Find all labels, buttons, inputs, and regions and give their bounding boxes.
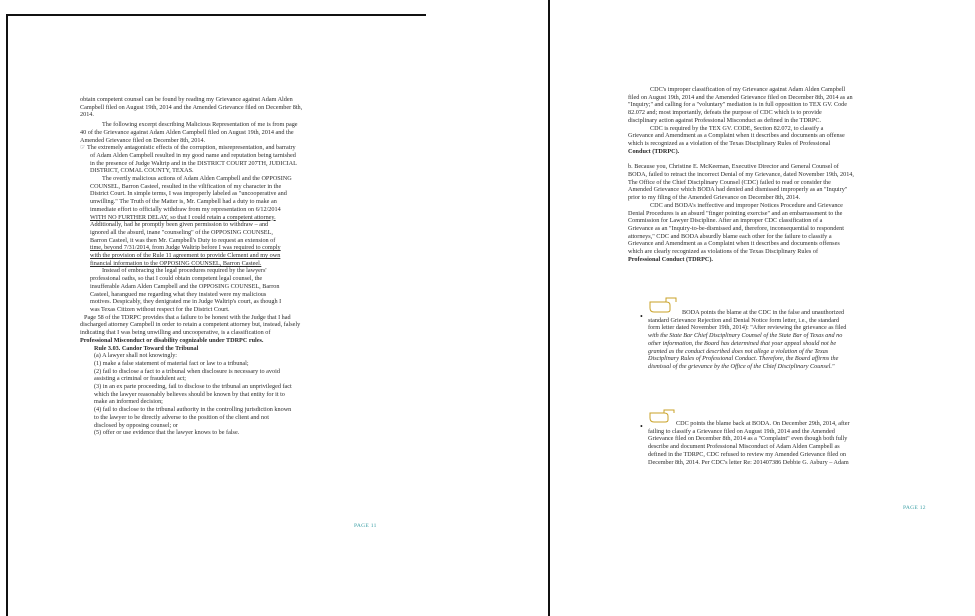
text-line: other information, the Board has determined that your appeal should not be [648, 339, 837, 347]
hand-bullet-icon: ☞ [80, 144, 86, 152]
text-line: (3) in an ex parte proceeding, fail to disclose to the tribunal an unprivileged fact [94, 383, 292, 391]
page-number: PAGE 11 [354, 523, 377, 529]
text-line: in the presence of Judge Waltrip and in the DISTRICT COURT 207TH, JUDICIAL [90, 159, 297, 167]
text-line: Amended Grievance filed on December 8th, 2014. [80, 136, 206, 144]
text-line: to the lawyer to be directly adverse to the position of the client and not [94, 413, 269, 421]
text-line: which the lawyer reasonably believes should be known by that entity for it to [94, 390, 285, 398]
text-line: CDC points the blame back at BODA. On December 29th, 2014, after [676, 420, 850, 427]
bullet-marker: • [640, 312, 643, 321]
text-line: standard Grievance Rejection and Denial Notice form letter, i.e., the standard [648, 316, 840, 324]
text-line: Grievance and Amendment as a Complaint when it describes and documents an offense [628, 132, 845, 140]
right-page-body-top [628, 86, 928, 263]
text-line: failing to classify a Grievance filed on August 19th, 2014 and the Amended [648, 427, 835, 435]
text-line: Grievance as an "Inquiry-to-be-dismissed and, therefore, inconsequential to respondent [628, 224, 844, 232]
text-line: discharged attorney Campbell in order to retain a competent attorney but, instead, falsely [80, 321, 301, 329]
text-line: "Inquiry;" and calling for a "voluntary" mediation is in full opposition to TEX GV. Code [628, 101, 848, 109]
text-line: Barron Casteel, it was then Mr. Campbell's Duty to request an extension of [90, 236, 276, 244]
left-page-body [80, 96, 370, 437]
text-line: ☞ The extremely antagonistic effects of the corruption, misrepresentation, and barratry [80, 144, 296, 152]
text-line: defined in the TDRPC, CDC refused to review my Amended Grievance filed on [648, 450, 847, 458]
text-line: prior to my filing of the Amended Grievance on December 8th, 2014. [628, 194, 800, 202]
text-line: professional oaths, so that I could obtain competent legal counsel, the [90, 275, 263, 283]
text-line: Grievance and Amendment as a Complaint when it describes and documents offenses [628, 240, 840, 248]
text-line: Instead of embracing the legal procedures required by the lawyers' [102, 267, 267, 275]
text-line: Amended Grievance which BODA had denied and dismissed improperly as an "Inquiry" [628, 186, 848, 194]
text-line: filed on August 19th, 2014 and the Amended Grievance filed on December 8th, 2014 as an [628, 93, 853, 101]
text-line: insufferable Adam Alden Campbell and the OPPOSING COUNSEL, Barron [90, 282, 280, 290]
text-line: The Office of the Chief Disciplinary Counsel (CDC) failed to read or consider the [628, 178, 831, 186]
text-line: The overtly malicious actions of Adam Alden Campbell and the OPPOSING [102, 175, 292, 183]
text-line: time, beyond 7/31/2014, from Judge Waltrip before I was required to comply [90, 244, 281, 252]
text-line: Professional Misconduct or disability cognizable under TDRPC rules. [80, 336, 264, 344]
text-line: (2) fail to disclose a fact to a tribunal when disclosure is necessary to avoid [94, 367, 280, 375]
text-line: motives. Despicably, they denigrated me in Judge Waltrip's court, as though I [90, 298, 282, 306]
text-line: Conduct (TDRPC). [628, 147, 680, 155]
text-line: Disciplinary Rules of Professional Conduct. Therefore, the Board affirms the [648, 355, 839, 363]
text-line: CDC and BODA's ineffective and improper Notices Procedure and Grievance [650, 201, 843, 209]
bullet-2-text [648, 420, 938, 466]
text-line: which is recognized as a violation of the Texas Disciplinary Rules of Professional [628, 139, 831, 147]
text-line: (a) A lawyer shall not knowingly: [94, 352, 178, 360]
text-line: obtain competent counsel can be found by reading my Grievance against Adam Alden [80, 96, 293, 103]
text-line: 2014. [80, 111, 94, 119]
text-line: WITH NO FURTHER DELAY, so that I could retain a competent attorney. [90, 213, 276, 221]
text-line: immediate effort to officially withdraw from my representation on 6/12/2014 [90, 205, 281, 213]
text-line: DISTRICT, COMAL COUNTY, TEXAS. [90, 167, 194, 175]
text-line: Commission for Lawyer Discipline. After an improper CDC classification of a [628, 217, 823, 225]
bullet-1-text [648, 309, 938, 371]
text-line: CDC is required by the TEX GV. CODE, Section 82.072, to classify a [650, 124, 824, 132]
text-line: describe and document Professional Misconduct of Adam Alden Campbell as [648, 443, 840, 451]
text-line: (1) make a false statement of material fact or law to a tribunal; [94, 359, 249, 367]
bullet-marker: • [640, 422, 643, 431]
text-line: unwilling." The Truth of the Matter is, Mr. Campbell had a duty to make an [90, 198, 277, 206]
text-line: with the provision of the Rule 11 agreement to provide Clement and my own [90, 252, 281, 260]
text-line: disciplinary action against Professional Misconduct as defined in the TDRPC. [628, 116, 822, 124]
text-line: BODA, failed to retract the incorrect Denial of my Grievance, dated November 19th, 2014, [628, 171, 854, 179]
text-line: (4) fail to disclose to the tribunal authority in the controlling jurisdiction known [94, 406, 292, 414]
text-line: indicating that I was being unwilling and uncooperative, is a classification of [80, 329, 271, 337]
text-line: Professional Conduct (TDRPC). [628, 255, 713, 263]
text-line: assisting a criminal or fraudulent act; [94, 375, 186, 383]
text-line: financial information to the OPPOSING COUNSEL, Barron Casteel. [90, 259, 262, 267]
text-line: December 8th, 2014. Per CDC's letter Re: 201407386 Debbie G. Asbury – Adam [648, 458, 849, 466]
text-line: dismissal of the grievance by the Office of the Chief Disciplinary Counsel." [648, 362, 835, 370]
text-line: Grievance filed on December 8th, 2014 as a "Complaint" even though both fully [648, 435, 848, 443]
left-page [6, 14, 426, 616]
text-line: 82.072 and; most importantly, defeats the purpose of CDC which is to provide [628, 109, 822, 117]
page-number: PAGE 12 [903, 505, 926, 511]
text-line: District Court. In simple terms, I was improperly labeled as "uncooperative and [90, 190, 287, 198]
text-line: form letter dated November 19th, 2014): "After reviewing the grievance as filed [648, 324, 847, 332]
text-line: granted as the conduct described does not allege a violation of the Texas [648, 347, 829, 355]
text-line: was Texas Citizen without respect for the District Court. [90, 305, 230, 313]
text-line: of Adam Alden Campbell resulted in my good name and reputation being tarnished [90, 151, 296, 159]
left-page-edge [6, 16, 8, 616]
text-line: BODA points the blame at the CDC in the false and unauthorized [682, 309, 845, 316]
text-line: which are clearly recognized as violations of the Texas Disciplinary Rules of [628, 248, 818, 256]
text-line: disclosed by opposing counsel; or [94, 421, 178, 429]
text-line: Denial Procedures is an absurd "finger pointing exercise" and an embarrassment to the [628, 209, 843, 217]
text-line: Page 58 of the TDRPC provides that a failure to be honest with the Judge that I had [84, 313, 291, 321]
text-line: Campbell filed on August 19th, 2014 and the Amended Grievance filed on December 8th, [80, 103, 303, 111]
text-line: COUNSEL, Barron Casteel, resulted in the vilification of my character in the [90, 182, 282, 190]
text-line: with the State Bar Chief Disciplinary Counsel of the State Bar of Texas and no [648, 332, 843, 340]
right-page-edge [548, 0, 550, 616]
text-line: b. Because you, Christine E. McKeeman, Executive Director and General Counsel of [628, 163, 839, 171]
text-line: Casteel, harangued me regarding what they insisted were my malicious [90, 290, 267, 298]
text-line: make an informed decision; [94, 398, 163, 406]
right-page [548, 0, 975, 616]
text-line: Additionally, had he promptly been given permission to withdraw – and [90, 221, 269, 229]
text-line: Rule 3.03. Candor Toward the Tribunal [94, 344, 199, 352]
text-line: 40 of the Grievance against Adam Alden Campbell filed on August 19th, 2014 and the [80, 128, 294, 136]
text-line: attorneys," CDC and BODA absurdly blame each other for the failure to classify a [628, 232, 832, 240]
text-line: ignored all the absurd, inane "counseling" of the OPPOSING COUNSEL, [90, 228, 273, 236]
text-line: (5) offer or use evidence that the lawyer knows to be false. [94, 429, 240, 437]
text-line: CDC's improper classification of my Grievance against Adam Alden Campbell [650, 86, 846, 93]
text-line: The following excerpt describing Malicious Representation of me is from page [102, 121, 298, 129]
